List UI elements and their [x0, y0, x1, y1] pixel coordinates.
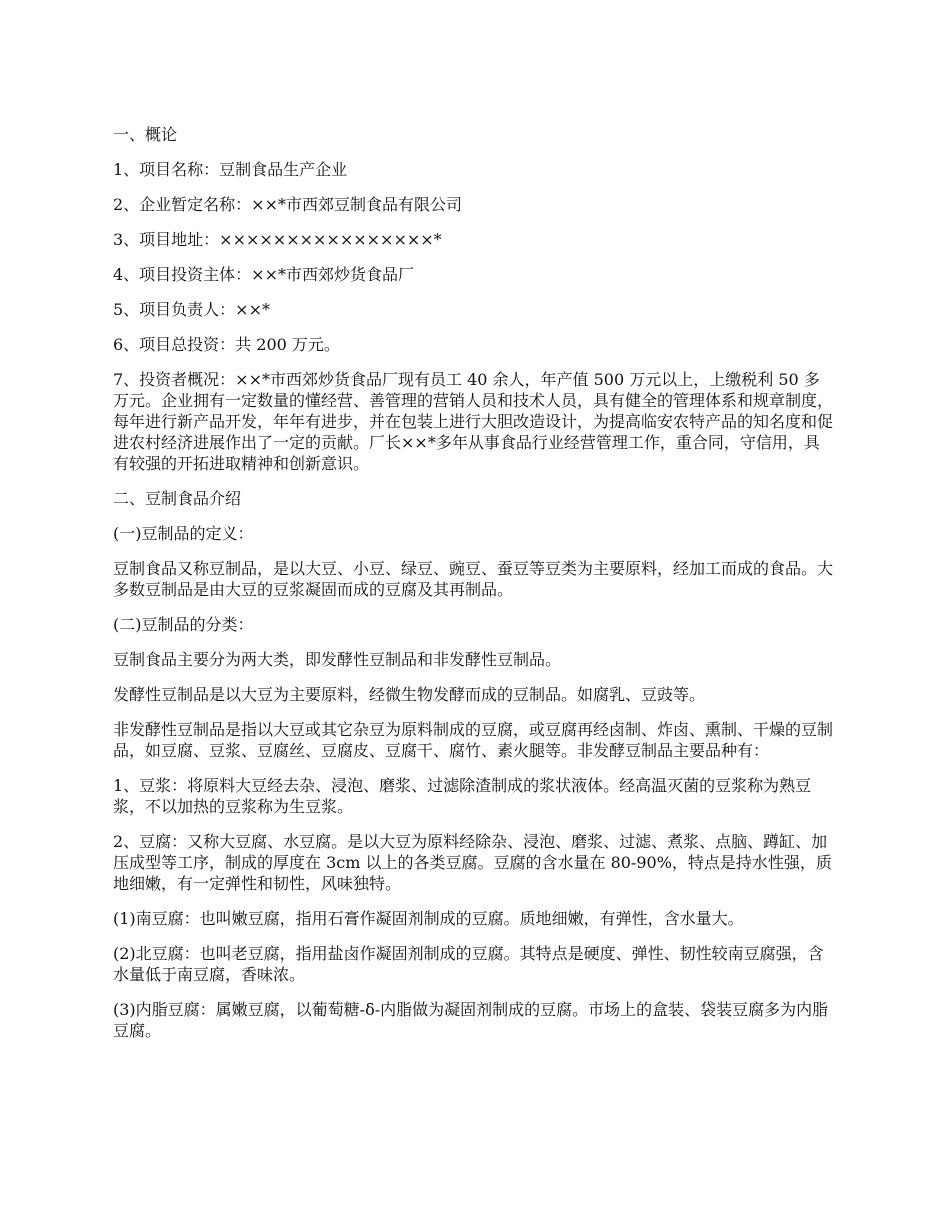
subheading-classification: (二)豆制品的分类：	[113, 615, 254, 634]
section-heading-overview: 一、概论	[113, 125, 178, 144]
list-item-soy-milk: 1、豆浆：将原料大豆经去杂、浸泡、磨浆、过滤除渣制成的浆状液体。经高温灭菌的豆浆称为熟豆浆，不以加热的豆浆称为生豆浆。	[113, 776, 812, 816]
subheading-definition: (一)豆制品的定义：	[113, 524, 254, 543]
list-item-lactone-tofu: (3)内脂豆腐：属嫩豆腐，以葡萄糖-δ-内脂做为凝固剂制成的豆腐。市场上的盒装、袋装豆腐多为内脂豆腐。	[113, 1000, 829, 1040]
item-project-address: 3、项目地址：××××××××××××××××*	[113, 230, 442, 249]
paragraph-fermented: 发酵性豆制品是以大豆为主要原料，经微生物发酵而成的豆制品。如腐乳、豆豉等。	[113, 685, 706, 704]
item-company-name: 2、企业暂定名称：××*市西郊豆制食品有限公司	[113, 195, 462, 214]
item-total-investment: 6、项目总投资：共 200 万元。	[113, 335, 340, 354]
item-project-name: 1、项目名称：豆制食品生产企业	[113, 160, 348, 179]
list-item-tofu: 2、豆腐：又称大豆腐、水豆腐。是以大豆为原料经除杂、浸泡、磨浆、过滤、煮浆、点脑、蹲缸、加压成型等工序，制成的厚度在 3cm 以上的各类豆腐。豆腐的含水量在 80-90%，特点是持水性强，质地细嫩，有一定弹性和韧性，风味独特。	[113, 832, 832, 893]
list-item-north-tofu: (2)北豆腐：也叫老豆腐，指用盐卤作凝固剂制成的豆腐。其特点是硬度、弹性、韧性较南豆腐强，含水量低于南豆腐，香味浓。	[113, 944, 824, 984]
paragraph-classification: 豆制食品主要分为两大类，即发酵性豆制品和非发酵性豆制品。	[113, 650, 562, 669]
item-person-in-charge: 5、项目负责人：××*	[113, 300, 270, 319]
paragraph-definition: 豆制食品又称豆制品，是以大豆、小豆、绿豆、豌豆、蚕豆等豆类为主要原料，经加工而成的食品。大多数豆制品是由大豆的豆浆凝固而成的豆腐及其再制品。	[113, 559, 834, 599]
paragraph-non-fermented: 非发酵性豆制品是指以大豆或其它杂豆为原料制成的豆腐，或豆腐再经卤制、炸卤、熏制、干燥的豆制品，如豆腐、豆浆、豆腐丝、豆腐皮、豆腐干、腐竹、素火腿等。非发酵豆制品主要品种有：	[113, 720, 834, 760]
item-investor-overview: 7、投资者概况：××*市西郊炒货食品厂现有员工 40 余人，年产值 500 万元以上，上缴税利 50 多万元。企业拥有一定数量的懂经营、善管理的营销人员和技术人员，具有健全的管理体系和规章制度，每年进行新产品开发，年年有进步，并在包装上进行大胆改造设计，为提高临安农特产品的知名度和促进农村经济进展作出了一定的贡献。厂长××*多年从事食品行业经营管理工作，重合同，守信用，具有较强的开拓进取精神和创新意识。	[113, 370, 834, 473]
item-investor: 4、项目投资主体：××*市西郊炒货食品厂	[113, 265, 414, 284]
document-body	[113, 124, 835, 1055]
list-item-south-tofu: (1)南豆腐：也叫嫩豆腐，指用石膏作凝固剂制成的豆腐。质地细嫩，有弹性，含水量大。	[113, 909, 744, 928]
section-heading-introduction: 二、豆制食品介绍	[113, 489, 242, 508]
